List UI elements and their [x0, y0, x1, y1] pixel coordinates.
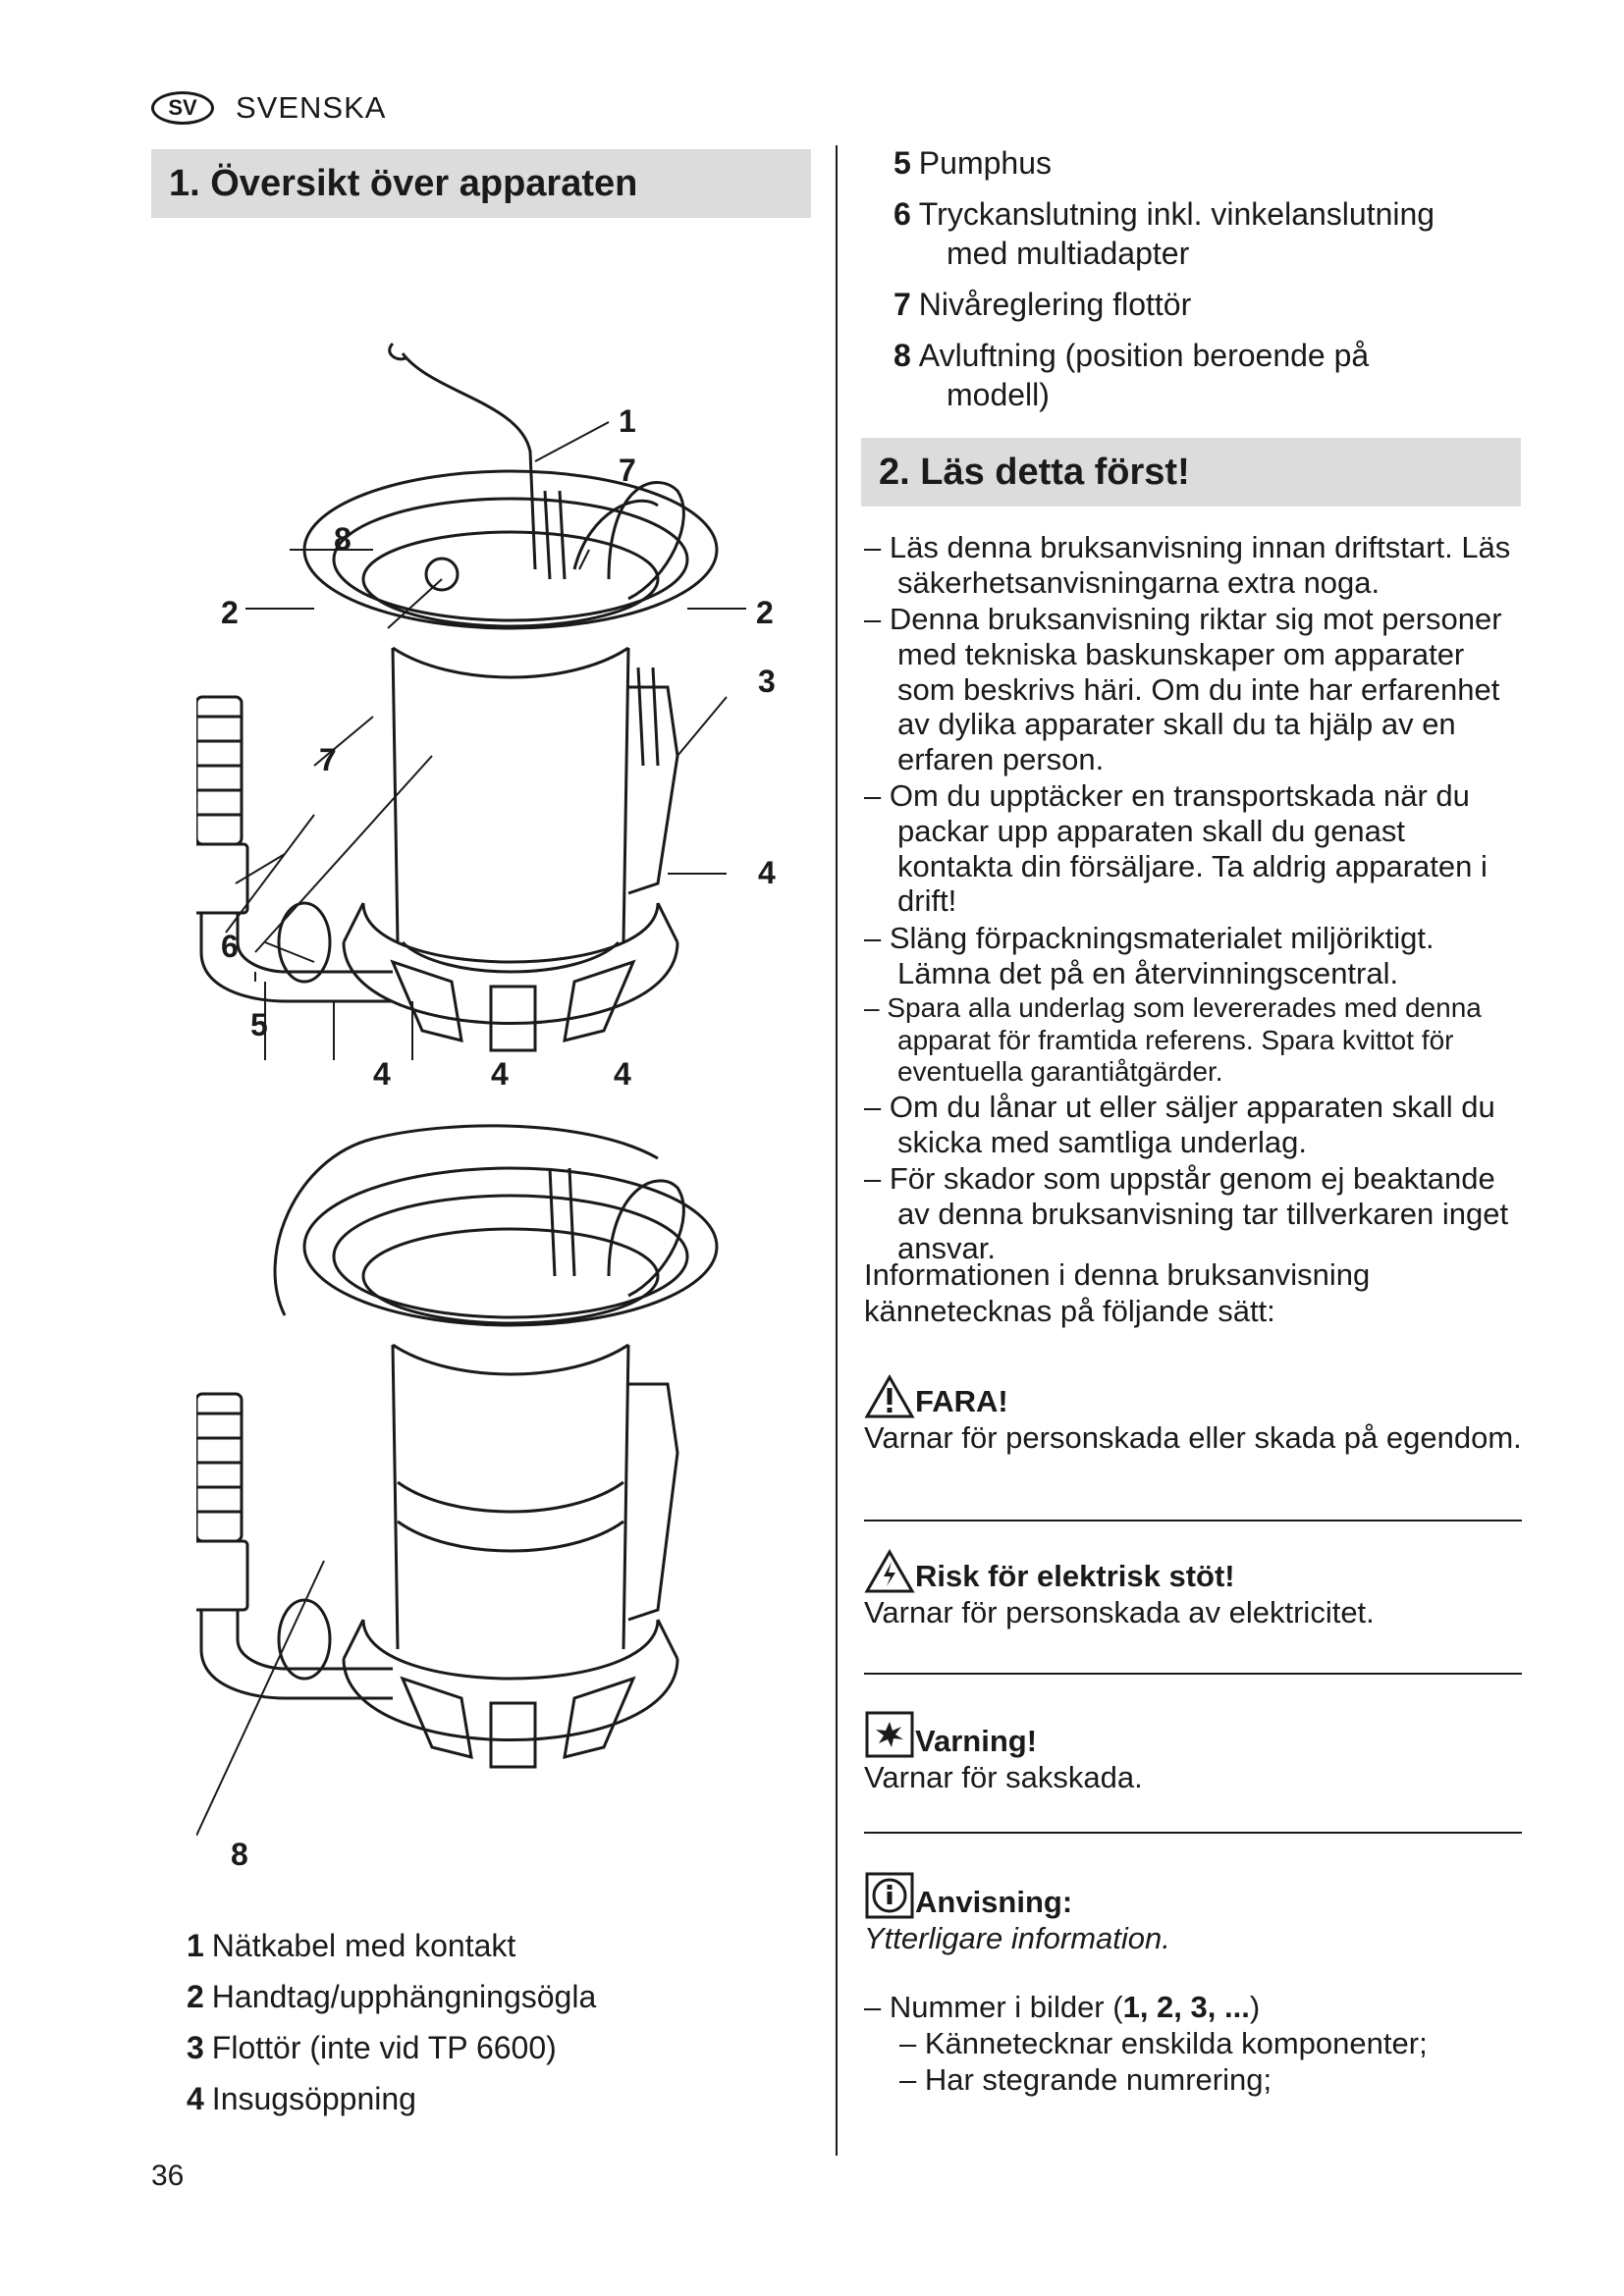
list-item: 7 Nivåreglering flottör	[893, 287, 1192, 322]
notice-title: Risk för elektrisk stöt!	[915, 1559, 1235, 1593]
notice-text: Ytterligare information.	[864, 1921, 1170, 1955]
notice-title: FARA!	[915, 1384, 1008, 1418]
notice-text: Varnar för sakskada.	[864, 1760, 1143, 1794]
notice-title: Varning!	[915, 1724, 1038, 1758]
list-item: – Har stegrande numrering;	[899, 2061, 1522, 2098]
hint-notice	[864, 1871, 1522, 1964]
page-number: 36	[151, 2160, 185, 2192]
callout-4-a: 4	[373, 1056, 391, 1092]
top-leader-lines	[226, 422, 746, 1060]
list-item: 1 Nätkabel med kontakt	[187, 1928, 516, 1963]
list-item: 4 Insugsöppning	[187, 2081, 416, 2116]
section-1-heading: 1. Översikt över apparaten	[151, 149, 811, 218]
language-indicator	[151, 90, 386, 126]
callout-6: 6	[221, 929, 239, 964]
callout-7-top: 7	[619, 453, 636, 488]
pump-drawing	[196, 255, 825, 1904]
callout-4-b: 4	[491, 1056, 509, 1092]
callout-4-c: 4	[614, 1056, 631, 1092]
read-first-list	[864, 530, 1522, 1268]
callout-4-right: 4	[758, 855, 776, 890]
list-item: – Spara alla underlag som levererades med denna apparat för framtida referens. Spara kvittot för eventuella garantiåtgärder.	[864, 992, 1522, 1088]
language-name: SVENSKA	[236, 90, 387, 125]
parts-list-left	[187, 1926, 815, 2130]
parts-list-right	[893, 143, 1522, 426]
list-item: – Släng förpackningsmaterialet miljöriktigt. Lämna det på en återvinningscentral.	[864, 921, 1522, 990]
callout-2-right: 2	[756, 595, 774, 630]
list-item: – Läs denna bruksanvisning innan driftstart. Läs säkerhetsanvisningarna extra noga.	[864, 530, 1522, 600]
notice-text: Varnar för personskada av elektricitet.	[864, 1595, 1375, 1629]
info-intro: Informationen i denna bruksanvisning kännetecknas på följande sätt:	[864, 1257, 1371, 1329]
callout-1: 1	[619, 403, 636, 439]
callout-7-left: 7	[319, 742, 337, 777]
list-item: 8 Avluftning (position beroende på modell)	[893, 338, 1370, 412]
pump-illustration	[196, 255, 825, 1904]
list-item: 5 Pumphus	[893, 145, 1052, 181]
callout-8-bottom: 8	[231, 1837, 248, 1872]
callout-5: 5	[250, 1007, 268, 1042]
numbering-list	[864, 1989, 1522, 2099]
notice-title: Anvisning:	[915, 1885, 1073, 1919]
danger-notice	[864, 1374, 1522, 1522]
electric-shock-notice	[864, 1549, 1522, 1675]
list-item: 3 Flottör (inte vid TP 6600)	[187, 2030, 557, 2065]
list-item: 6 Tryckanslutning inkl. vinkelanslutning med multiadapter	[893, 196, 1435, 271]
warning-triangle-icon	[864, 1374, 915, 1419]
electric-shock-triangle-icon	[864, 1549, 915, 1594]
language-code-badge: SV	[151, 91, 214, 125]
callout-8: 8	[334, 521, 352, 557]
callout-2-left: 2	[221, 595, 239, 630]
bottom-pump-drawing	[196, 1126, 717, 1767]
notice-text: Varnar för personskada eller skada på egendom.	[864, 1420, 1522, 1455]
info-icon	[864, 1871, 915, 1920]
column-divider	[836, 145, 838, 2156]
callout-3: 3	[758, 664, 776, 699]
section-2-heading: 2. Läs detta först!	[861, 438, 1521, 507]
list-item: – Denna bruksanvisning riktar sig mot personer med tekniska baskunskaper om apparater som beskrivs häri. Om du inte har erfarenhet av dylika apparater skall du ta hjälp av en erfaren person.	[864, 602, 1522, 776]
list-item: – Nummer i bilder (1, 2, 3, ...) – Kännetecknar enskilda komponenter; – Har stegrande numrering;	[864, 1989, 1522, 2099]
damage-warning-icon	[864, 1710, 915, 1759]
list-item: 2 Handtag/upphängningsögla	[187, 1979, 597, 2014]
top-pump-drawing	[196, 344, 717, 1050]
list-item: – För skador som uppstår genom ej beaktande av denna bruksanvisning tar tillverkaren inget ansvar.	[864, 1161, 1522, 1266]
list-item: – Om du upptäcker en transportskada när du packar upp apparaten skall du genast kontakta din försäljare. Ta aldrig apparaten i drift!	[864, 778, 1522, 919]
list-item: – Kännetecknar enskilda komponenter;	[899, 2025, 1522, 2061]
list-item: – Om du lånar ut eller säljer apparaten skall du skicka med samtliga underlag.	[864, 1090, 1522, 1159]
damage-warning-notice	[864, 1710, 1522, 1834]
